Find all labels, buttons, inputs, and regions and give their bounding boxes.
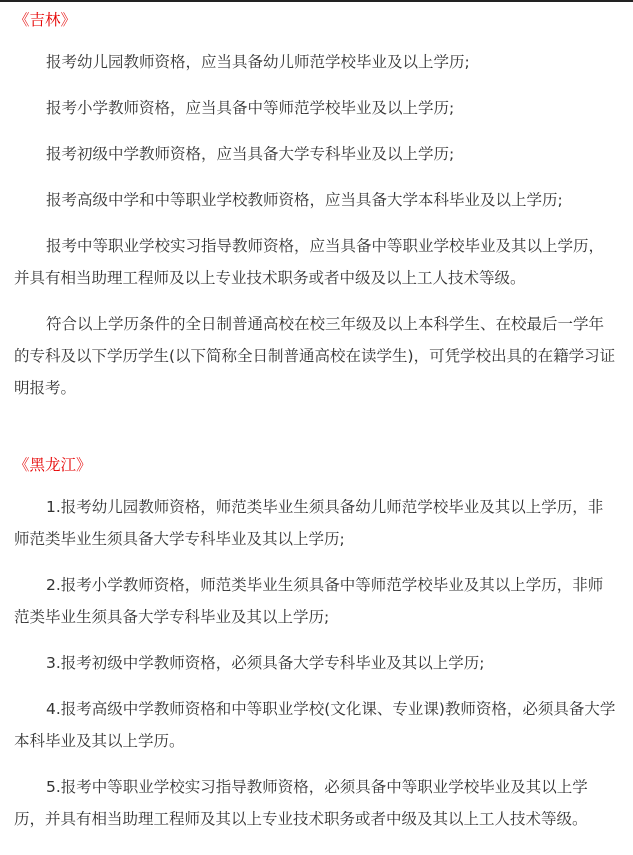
paragraph xyxy=(14,92,619,124)
paragraph-line: 报考幼儿园教师资格，应当具备幼儿师范学校毕业及以上学历; xyxy=(46,53,470,71)
paragraph-line: 范类毕业生须具备大学专科毕业及其以上学历; xyxy=(14,608,330,626)
paragraph xyxy=(14,184,619,216)
paragraph-line: 1.报考幼儿园教师资格，师范类毕业生须具备幼儿师范学校毕业及其以上学历，非 xyxy=(46,498,604,516)
paragraph xyxy=(14,693,619,757)
paragraph xyxy=(14,308,619,404)
paragraph-line: 报考初级中学教师资格，应当具备大学专科毕业及以上学历; xyxy=(46,145,455,163)
paragraph-line: 报考高级中学和中等职业学校教师资格，应当具备大学本科毕业及以上学历; xyxy=(46,191,563,209)
paragraph-line: 2.报考小学教师资格，师范类毕业生须具备中等师范学校毕业及其以上学历，非师 xyxy=(46,576,604,594)
paragraph-line: 历，并具有相当助理工程师及其以上专业技术职务或者中级及其以上工人技术等级。 xyxy=(14,810,588,828)
article-body xyxy=(0,2,633,835)
paragraph xyxy=(14,771,619,835)
paragraph-line: 4.报考高级中学教师资格和中等职业学校(文化课、专业课)教师资格，必须具备大学 xyxy=(46,700,616,718)
paragraph-line: 本科毕业及其以上学历。 xyxy=(14,732,185,750)
paragraph-line: 报考中等职业学校实习指导教师资格，应当具备中等职业学校毕业及其以上学历， xyxy=(46,237,605,255)
paragraph-line: 的专科及以下学历学生(以下简称全日制普通高校在读学生)，可凭学校出具的在籍学习证 xyxy=(14,347,616,365)
paragraph-line: 符合以上学历条件的全日制普通高校在校三年级及以上本科学生、在校最后一学年 xyxy=(46,315,605,333)
paragraph-line: 并具有相当助理工程师及以上专业技术职务或者中级及以上工人技术等级。 xyxy=(14,269,526,287)
section-heading: 《吉林》 xyxy=(14,11,77,29)
paragraph-line: 5.报考中等职业学校实习指导教师资格，必须具备中等职业学校毕业及其以上学 xyxy=(46,778,588,796)
paragraph-line: 3.报考初级中学教师资格，必须具备大学专科毕业及其以上学历; xyxy=(46,654,485,672)
paragraph xyxy=(14,647,619,679)
paragraph xyxy=(14,569,619,633)
section-heading: 《黑龙江》 xyxy=(14,456,92,474)
paragraph-line: 明报考。 xyxy=(14,379,77,397)
paragraph xyxy=(14,138,619,170)
paragraph xyxy=(14,46,619,78)
paragraph-line: 报考小学教师资格，应当具备中等师范学校毕业及以上学历; xyxy=(46,99,455,117)
paragraph xyxy=(14,230,619,294)
paragraph xyxy=(14,491,619,555)
paragraph-line: 师范类毕业生须具备大学专科毕业及其以上学历; xyxy=(14,530,345,548)
